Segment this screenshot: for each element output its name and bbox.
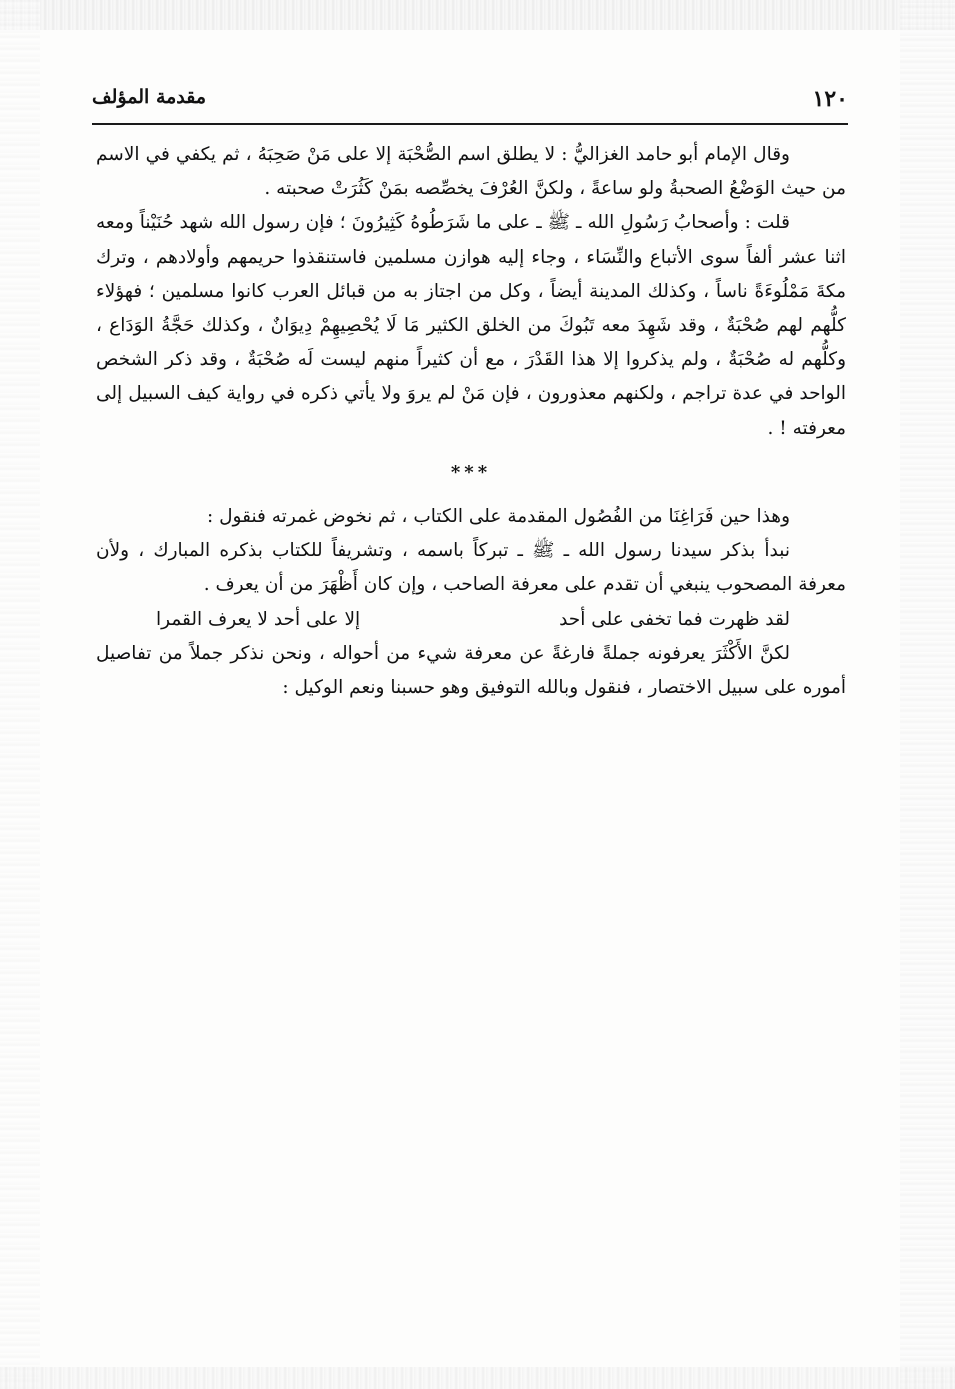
scan-noise-top xyxy=(0,0,955,30)
main-text xyxy=(96,138,846,705)
scan-noise-left xyxy=(0,0,40,1389)
verse-first-hemistich: لقد ظهرت فما تخفى على أحد xyxy=(559,608,790,630)
paragraph-transition: وهذا حين فَرَاغِنَا من الفُصُول المقدمة على الكتاب ، ثم نخوض غمرته فنقول : xyxy=(206,506,790,528)
section-separator: *** xyxy=(450,461,492,483)
page-number: ١٢٠ xyxy=(812,86,848,112)
paragraph-ghazali-quote: وقال الإمام أبو حامد الغزاليُّ : لا يطلق اسم الصُّحْبَة إلا على مَنْ صَحِبَهُ ، ثم يكفي في الاسم من حيث الوَضْعُ الصحبةُ ولو ساعةً ، ولكنَّ العُرْفَ يخصِّصه بمَنْ كَثُرَتْ صحبته . xyxy=(96,144,846,200)
section-title: مقدمة المؤلف xyxy=(92,86,207,108)
verse-second-hemistich: إلا على أحد لا يعرف القمرا xyxy=(156,608,361,630)
paragraph-companions: قلت : وأصحابُ رَسُولِ الله ـ ﷺ ـ على ما شَرَطُوهُ كَثِيرُونَ ؛ فإن رسول الله شهد حُنَيْناً ومعه اثنا عشر ألفاً سوى الأتباع والنِّسَاء ، وجاء إليه هوازن مسلمين فاستنقذوا حريمهم وأولادهم ، وترك مكةَ مَمْلُوءَةً ناساً ، وكذلك المدينة أيضاً ، وكل من اجتاز به من قبائل العرب كانوا مسلمين ؛ فهؤلاء كلُّهم لهم صُحْبَةٌ ، وقد شَهِدَ معه تَبُوكَ من الخلق الكثير مَا لَا يُحْصِيهِمْ دِيوَانٌ ، وكذلك حَجَّةُ الوَدَاع ، وكلُّهم له صُحْبَةٌ ، ولم يذكروا إلا هذا القَدْرَ ، مع أن كثيراً منهم ليست لَه صُحْبَةٌ ، وقد ذكر الشخص الواحد في عدة تراجم ، ولكنهم معذورون ، فإن مَنْ لم يروَ ولا يأتي ذكره في رواية كيف السبيل إلى معرفته ! . xyxy=(96,212,846,439)
scan-noise-right xyxy=(900,0,955,1389)
running-header xyxy=(92,80,848,120)
paragraph-closing: لكنَّ الأَكْثَرَ يعرفونه جملةً فارغةً عن معرفة شيء من أحواله ، ونحن نذكر جملاً من تفاصيل أموره على سبيل الاختصار ، فنقول وبالله التوفيق وهو حسبنا ونعم الوكيل : xyxy=(96,642,846,699)
poetry-verse xyxy=(96,603,846,637)
scan-noise-bottom xyxy=(0,1367,955,1389)
paragraph-begin-prophet: نبدأ بذكر سيدنا رسول الله ـ ﷺ ـ تبركاً باسمه ، وتشريفاً للكتاب بذكره المبارك ، ولأن معرفة المصحوب ينبغي أن تقدم على معرفة الصاحب ، وإن كان أَظْهَرَ من أن يعرف . xyxy=(96,540,846,596)
header-rule xyxy=(92,123,848,125)
